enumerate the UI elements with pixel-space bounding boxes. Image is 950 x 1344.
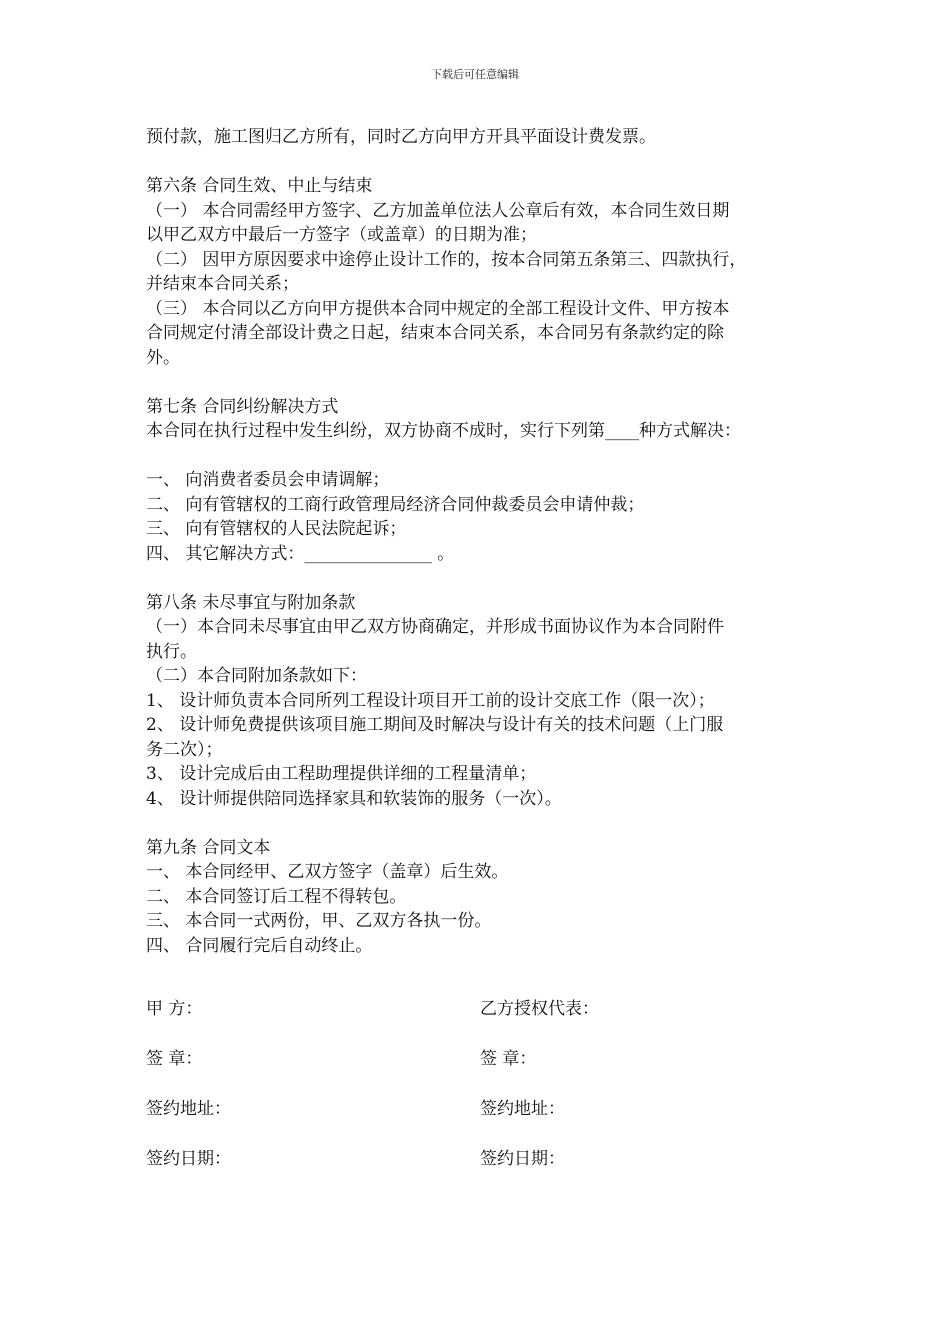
article6-line: （二） 因甲方原因要求中途停止设计工作的，按本合同第五条第三、四款执行，	[146, 249, 747, 270]
article8-title: 第八条 未尽事宜与附加条款	[146, 592, 356, 613]
seal-b-label: 签 章：	[480, 1049, 537, 1069]
article6-line: （一） 本合同需经甲方签字、乙方加盖单位法人公章后有效，本合同生效日期	[146, 200, 730, 221]
article8-line: 1、 设计师负责本合同所列工程设计项目开工前的设计交底工作（限一次）；	[146, 690, 715, 711]
article7-title: 第七条 合同纠纷解决方式	[146, 396, 339, 417]
article7-item: 一、 向消费者委员会申请调解；	[146, 470, 390, 490]
article8-line: 4、 设计师提供陪同选择家具和软装饰的服务（一次）。	[146, 788, 562, 809]
article7-item: 四、 其它解决方式：_______________ 。	[146, 543, 455, 564]
article9-title: 第九条 合同文本	[146, 837, 271, 858]
article6-line: 并结束本合同关系；	[146, 274, 299, 294]
article8-line: （一）本合同未尽事宜由甲乙双方协商确定，并形成书面协议作为本合同附件	[146, 617, 724, 637]
article7-intro: 本合同在执行过程中发生纠纷，双方协商不成时，实行下列第____种方式解决：	[146, 421, 741, 441]
spacer	[146, 150, 826, 175]
signature-row-date	[146, 1147, 826, 1197]
seal-a-label: 签 章：	[146, 1049, 203, 1069]
article8-line: 3、 设计完成后由工程助理提供详细的工程量清单；	[146, 764, 537, 784]
article8-line: 2、 设计师免费提供该项目施工期间及时解决与设计有关的技术问题（上门服	[146, 715, 724, 735]
article9-item: 一、 本合同经甲、乙双方签字（盖章）后生效。	[146, 862, 509, 882]
address-b-label: 签约地址：	[480, 1099, 565, 1119]
article9-item: 四、 合同履行完后自动终止。	[146, 935, 373, 956]
signature-row-party	[146, 997, 826, 1047]
address-a-label: 签约地址：	[146, 1099, 231, 1119]
article8-line: 执行。	[146, 641, 197, 662]
article6-line: （三） 本合同以乙方向甲方提供本合同中规定的全部工程设计文件、甲方按本	[146, 298, 730, 319]
article6-line: 合同规定付清全部设计费之日起，结束本合同关系，本合同另有条款约定的除	[146, 323, 724, 343]
document-body	[146, 125, 826, 958]
spacer	[146, 811, 826, 836]
date-a-label: 签约日期：	[146, 1149, 231, 1169]
party-a-label: 甲 方：	[146, 999, 203, 1019]
spacer	[146, 370, 826, 395]
article6-line: 外。	[146, 347, 180, 368]
spacer	[146, 566, 826, 591]
article7-item: 三、 向有管辖权的人民法院起诉；	[146, 519, 407, 539]
article9-item: 二、 本合同签订后工程不得转包。	[146, 886, 407, 907]
page-header-note: 下载后可任意编辑	[431, 68, 519, 81]
date-b-label: 签约日期：	[480, 1149, 565, 1169]
signature-block	[146, 997, 826, 1197]
article6-line: 以甲乙双方中最后一方签字（或盖章）的日期为准；	[146, 225, 537, 245]
signature-row-seal	[146, 1047, 826, 1097]
article9-item: 三、 本合同一式两份，甲、乙双方各执一份。	[146, 911, 492, 931]
article7-item: 二、 向有管辖权的工商行政管理局经济合同仲裁委员会申请仲裁；	[146, 494, 645, 515]
signature-row-address	[146, 1097, 826, 1147]
article8-line: （二）本合同附加条款如下：	[146, 666, 367, 686]
article8-line: 务二次）；	[146, 739, 223, 760]
spacer	[146, 444, 826, 469]
intro-paragraph: 预付款，施工图归乙方所有，同时乙方向甲方开具平面设计费发票。	[146, 127, 656, 147]
party-b-label: 乙方授权代表：	[480, 999, 599, 1019]
article6-title: 第六条 合同生效、中止与结束	[146, 176, 373, 196]
